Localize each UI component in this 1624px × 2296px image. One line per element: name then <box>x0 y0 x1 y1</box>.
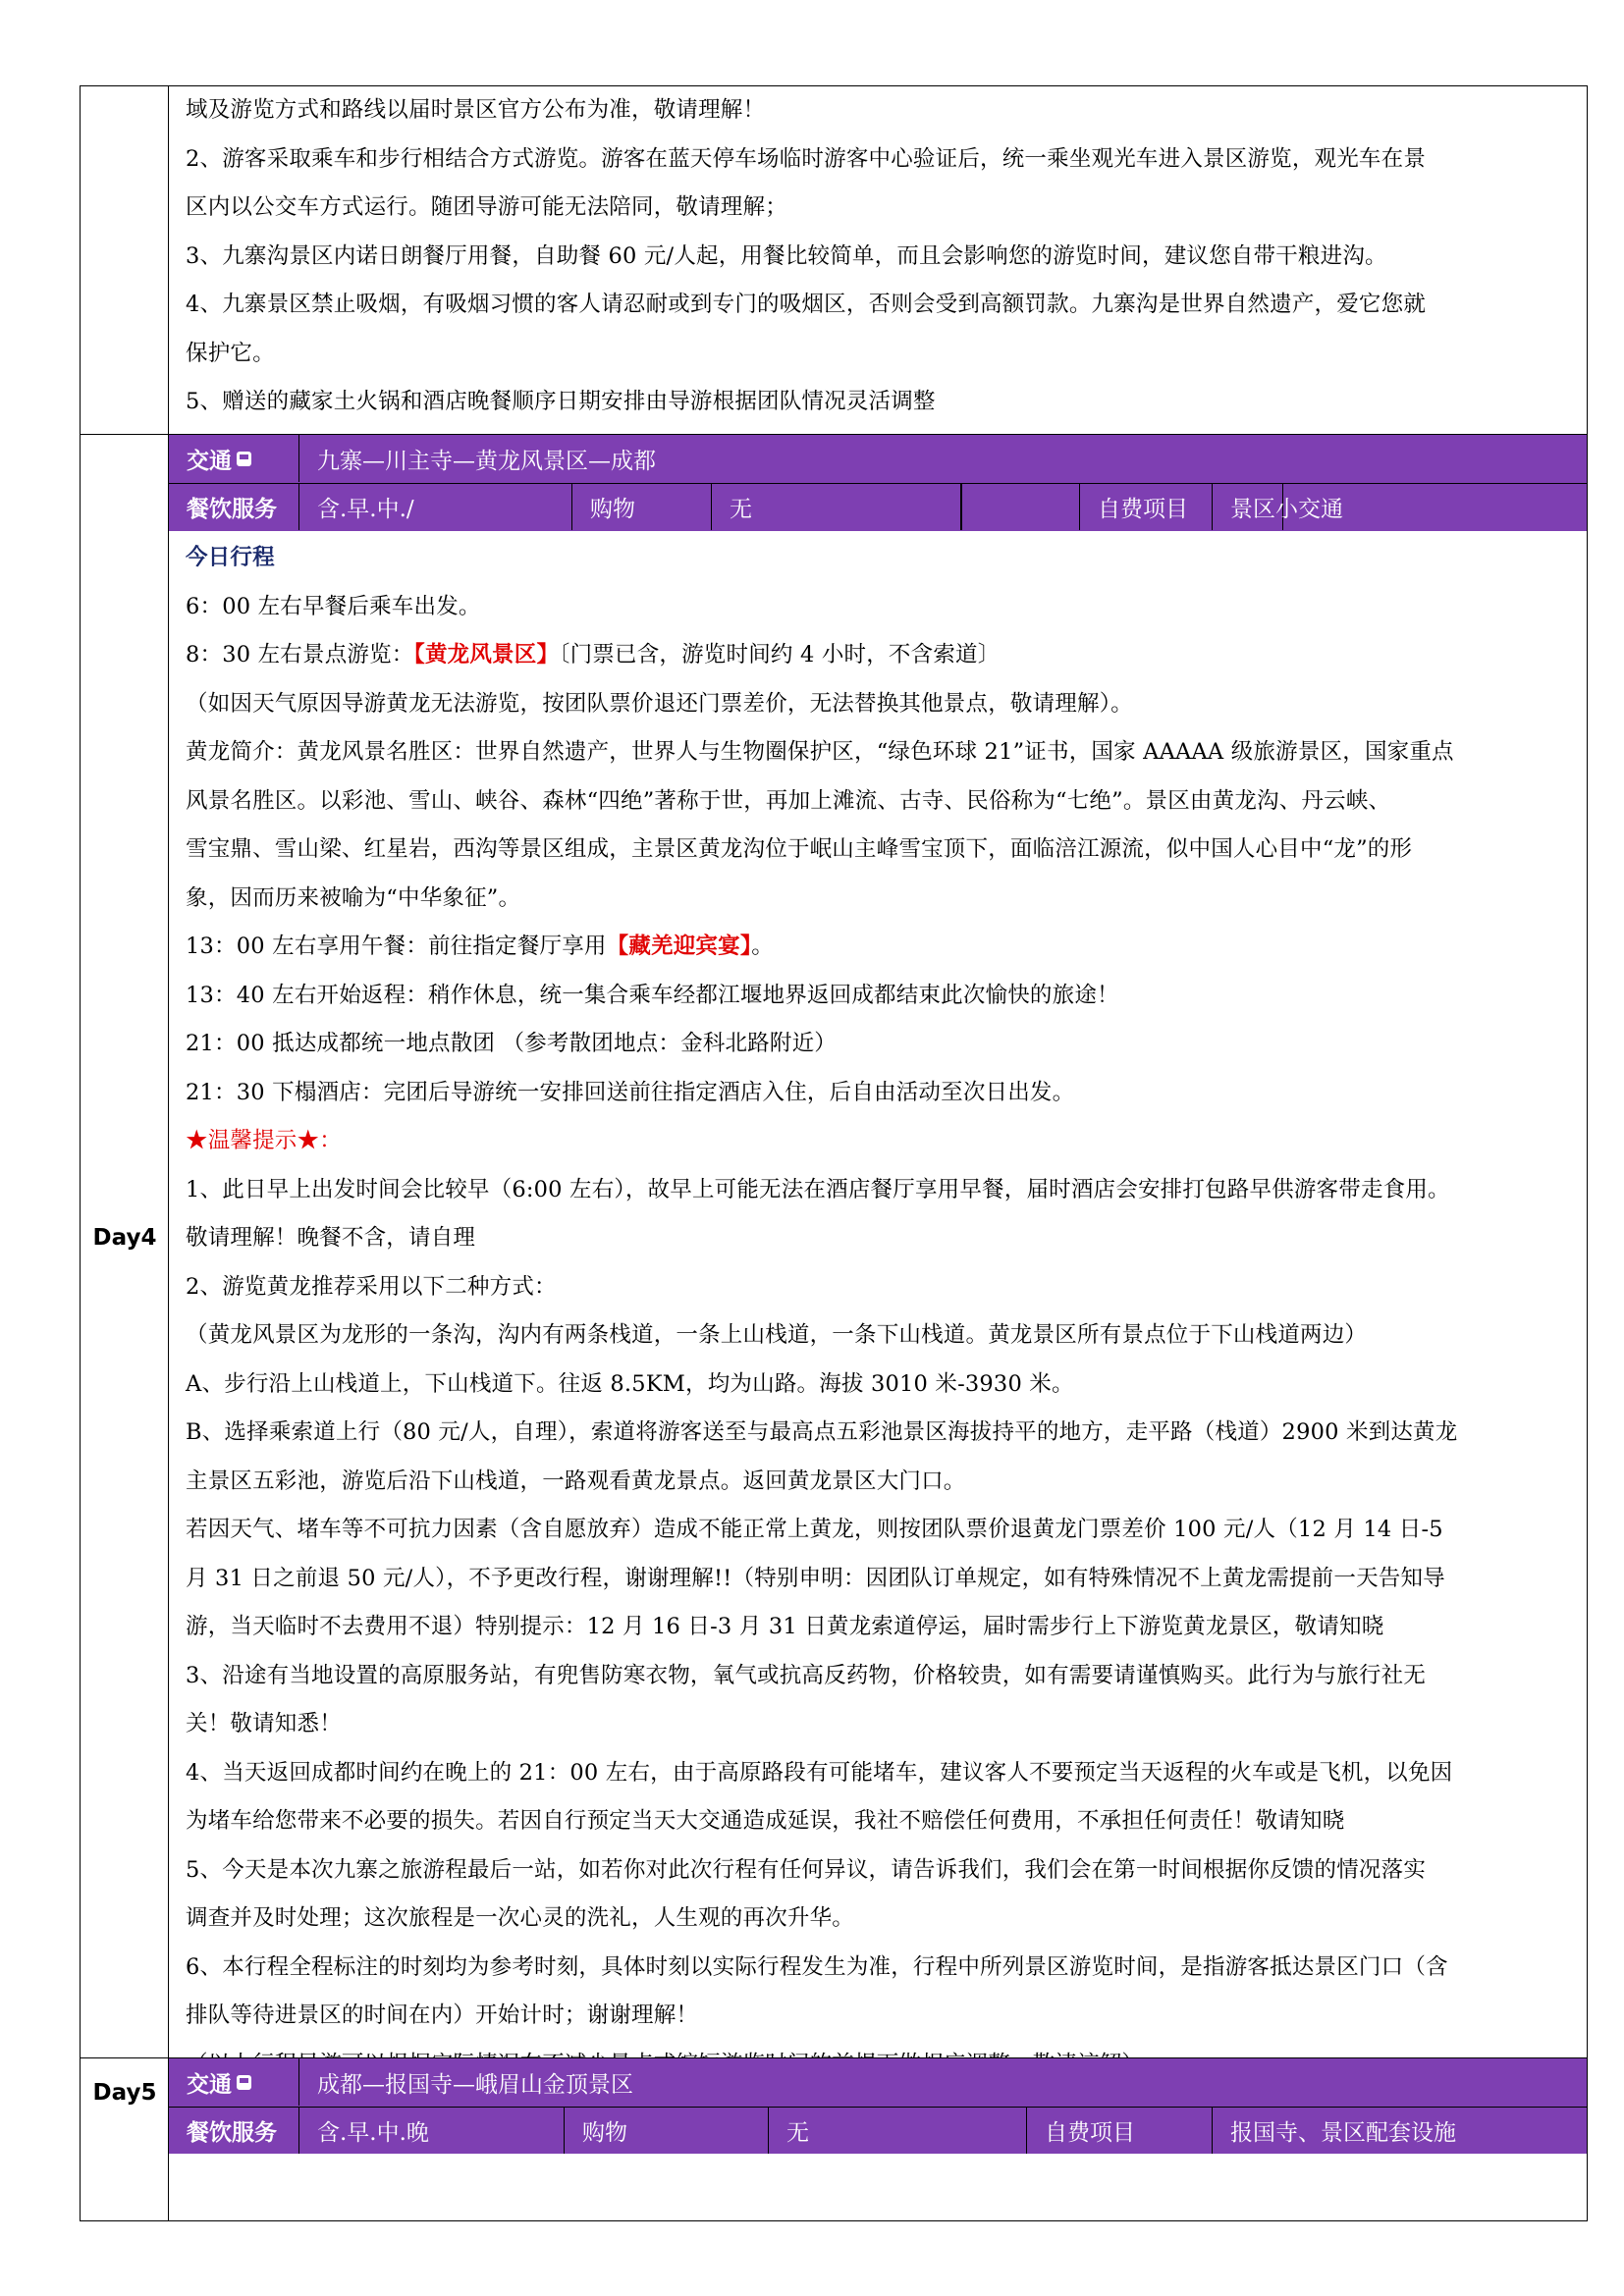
note-line: 5、赠送的藏家土火锅和酒店晚餐顺序日期安排由导游根据团队情况灵活调整 <box>186 389 936 414</box>
itinerary-line: 6：00 左右早餐后乘车出发。 <box>186 593 481 619</box>
itinerary-line: 13：40 左右开始返程：稍作休息，统一集合乘车经都江堰地界返回成都结束此次愉快的旅途！ <box>186 982 1119 1008</box>
meal-value: 含.早.中./ <box>299 484 572 530</box>
day4-column <box>81 435 169 2058</box>
shopping-value: 无 <box>712 484 961 530</box>
meal-label: 餐饮服务 <box>169 484 299 530</box>
optional-label: 自费项目 <box>1027 2108 1213 2154</box>
day5-transport-row <box>169 2058 1587 2106</box>
day4-label: Day4 <box>92 1225 157 1251</box>
tip-line: 主景区五彩池，游览后沿下山栈道，一路观看黄龙景点。返回黄龙景区大门口。 <box>186 1468 966 1494</box>
itinerary-line: 13：00 左右享用午餐：前往指定餐厅享用【藏羌迎宾宴】。 <box>186 934 774 959</box>
day5-label: Day5 <box>92 2080 157 2106</box>
transport-label: 交通 <box>187 2071 232 2098</box>
itinerary-line: 黄龙简介：黄龙风景名胜区：世界自然遗产，世界人与生物圈保护区，“绿色环球 21”证书，国家 AAAAA 级旅游景区，国家重点 <box>186 739 1454 765</box>
transport-label-cell <box>169 435 299 482</box>
tip-line: A、步行沿上山栈道上，下山栈道下。往返 8.5KM，均为山路。海拔 3010 米-3930 米。 <box>186 1370 1074 1397</box>
tip-line: 游，当天临时不去费用不退）特别提示：12 月 16 日-3 月 31 日黄龙索道停运，届时需步行上下游览黄龙景区，敬请知晓 <box>186 1614 1384 1639</box>
note-line: 保护它。 <box>186 340 275 366</box>
tip-line: 月 31 日之前退 50 元/人），不予更改行程，谢谢理解!!（特别申明：因团队订单规定，如有特殊情况不上黄龙需提前一天告知导 <box>186 1565 1445 1591</box>
transport-label: 交通 <box>187 448 232 474</box>
meal-label: 餐饮服务 <box>169 2108 299 2154</box>
tip-line: 2、游览黄龙推荐采用以下二种方式： <box>186 1273 557 1300</box>
bus-icon <box>237 452 251 466</box>
tip-line: 关！敬请知悉！ <box>186 1711 342 1736</box>
itinerary-line: 象，因而历来被喻为“中华象征”。 <box>186 884 521 911</box>
optional-label: 自费项目 <box>1079 484 1283 530</box>
tip-line: 5、今天是本次九寨之旅游程最后一站，如若你对此次行程有任何异议，请告诉我们，我们会在第一时间根据你反馈的情况落实 <box>186 1856 1427 1883</box>
tip-line: 排队等待进景区的时间在内）开始计时；谢谢理解！ <box>186 2002 699 2028</box>
day4-meal-row <box>169 483 1587 530</box>
tip-line: 6、本行程全程标注的时刻均为参考时刻，具体时刻以实际行程发生为准，行程中所列景区游览时间，是指游客抵达景区门口（含 <box>186 1953 1448 1980</box>
note-line: 2、游客采取乘车和步行相结合方式游览。游客在蓝天停车场临时游客中心验证后，统一乘坐观光车进入景区游览，观光车在景 <box>186 145 1427 172</box>
itinerary-line: 雪宝鼎、雪山梁、红星岩，西沟等景区组成，主景区黄龙沟位于岷山主峰雪宝顶下，面临涪江源流，似中国人心目中“龙”的形 <box>186 836 1413 862</box>
transport-label-cell <box>169 2058 299 2106</box>
tips-title: ★温馨提示★： <box>186 1128 342 1153</box>
note-line: 域及游览方式和路线以届时景区官方公布为准，敬请理解！ <box>186 97 766 123</box>
itinerary-title: 今日行程 <box>186 545 275 570</box>
day4-route: 九寨—川主寺—黄龙风景区—成都 <box>317 448 656 474</box>
top-notes <box>186 86 1624 427</box>
day4-header <box>169 435 1587 531</box>
itinerary-line: （如因天气原因导游黄龙无法游览，按团队票价退还门票差价，无法替换其他景点，敬请理解）。 <box>186 690 1133 717</box>
tip-line: 敬请理解！晚餐不含，请自理 <box>186 1225 476 1251</box>
tip-line: 调查并及时处理；这次旅程是一次心灵的洗礼，人生观的再次升华。 <box>186 1905 855 1931</box>
optional-value: 景区小交通 <box>1212 484 1587 530</box>
note-line: 区内以公交车方式运行。随团导游可能无法陪同，敬请理解； <box>186 194 787 220</box>
optional-value: 报国寺、景区配套设施 <box>1230 2120 1456 2146</box>
meal-value: 含.早.中.晚 <box>299 2108 565 2154</box>
itinerary-table <box>80 85 1588 2221</box>
day4-transport-row <box>169 435 1587 482</box>
itinerary-line: 风景名胜区。以彩池、雪山、峡谷、森林“四绝”著称于世，再加上滩流、古寺、民俗称为“七绝”。景区由黄龙沟、丹云峡、 <box>186 787 1391 814</box>
tip-line: 1、此日早上出发时间会比较早（6:00 左右），故早上可能无法在酒店餐厅享用早餐，届时酒店会安排打包路早供游客带走食用。 <box>186 1176 1450 1202</box>
tip-line: （黄龙风景区为龙形的一条沟，沟内有两条栈道，一条上山栈道，一条下山栈道。黄龙景区所有景点位于下山栈道两边） <box>186 1322 1368 1348</box>
note-line: 4、九寨景区禁止吸烟，有吸烟习惯的客人请忍耐或到专门的吸烟区，否则会受到高额罚款。九寨沟是世界自然遗产，爱它您就 <box>186 292 1427 317</box>
tip-line: 为堵车给您带来不必要的损失。若因自行预定当天大交通造成延误，我社不赔偿任何费用，不承担任何责任！敬请知晓 <box>186 1808 1345 1834</box>
banquet-highlight: 【藏羌迎宾宴】 <box>606 934 752 959</box>
note-line: 3、九寨沟景区内诺日朗餐厅用餐，自助餐 60 元/人起，用餐比较简单，而且会影响您的游览时间，建议您自带干粮进沟。 <box>186 242 1387 269</box>
day4-itinerary <box>186 534 1624 2089</box>
tip-line: 若因天气、堵车等不可抗力因素（含自愿放弃）造成不能正常上黄龙，则按团队票价退黄龙门票差价 100 元/人（12 月 14 日-5 <box>186 1517 1443 1542</box>
day5-column <box>81 2058 169 2220</box>
tip-line: B、选择乘索道上行（80 元/人，自理），索道将游客送至与最高点五彩池景区海拔持平的地方，走平路（栈道）2900 米到达黄龙 <box>186 1419 1458 1445</box>
itinerary-line: 21：30 下榻酒店：完团后导游统一安排回送前往指定酒店入住，后自由活动至次日出发。 <box>186 1079 1075 1105</box>
itinerary-line: 21：00 抵达成都统一地点散团 （参考散团地点：金科北路附近） <box>186 1031 837 1056</box>
day5-route: 成都—报国寺—峨眉山金顶景区 <box>317 2071 633 2098</box>
itinerary-line: 8：30 左右景点游览：【黄龙风景区】〔门票已含，游览时间约 4 小时，不含索道〕 <box>186 642 1001 667</box>
tip-line: 3、沿途有当地设置的高原服务站，有兜售防寒衣物，氧气或抗高反药物，价格较贵，如有需要请谨慎购买。此行为与旅行社无 <box>186 1662 1427 1688</box>
tip-line: 4、当天返回成都时间约在晚上的 21：00 左右，由于高原路段有可能堵车，建议客人不要预定当天返程的火车或是飞机，以免因 <box>186 1759 1453 1786</box>
day5-meal-row <box>169 2107 1587 2154</box>
day5-header <box>169 2058 1587 2154</box>
huanglong-highlight: 【黄龙风景区】 <box>413 642 560 667</box>
shopping-label: 购物 <box>572 484 712 530</box>
day-column-empty <box>81 86 169 435</box>
bus-icon <box>237 2075 251 2090</box>
shopping-value: 无 <box>769 2108 1027 2154</box>
shopping-label: 购物 <box>565 2108 769 2154</box>
